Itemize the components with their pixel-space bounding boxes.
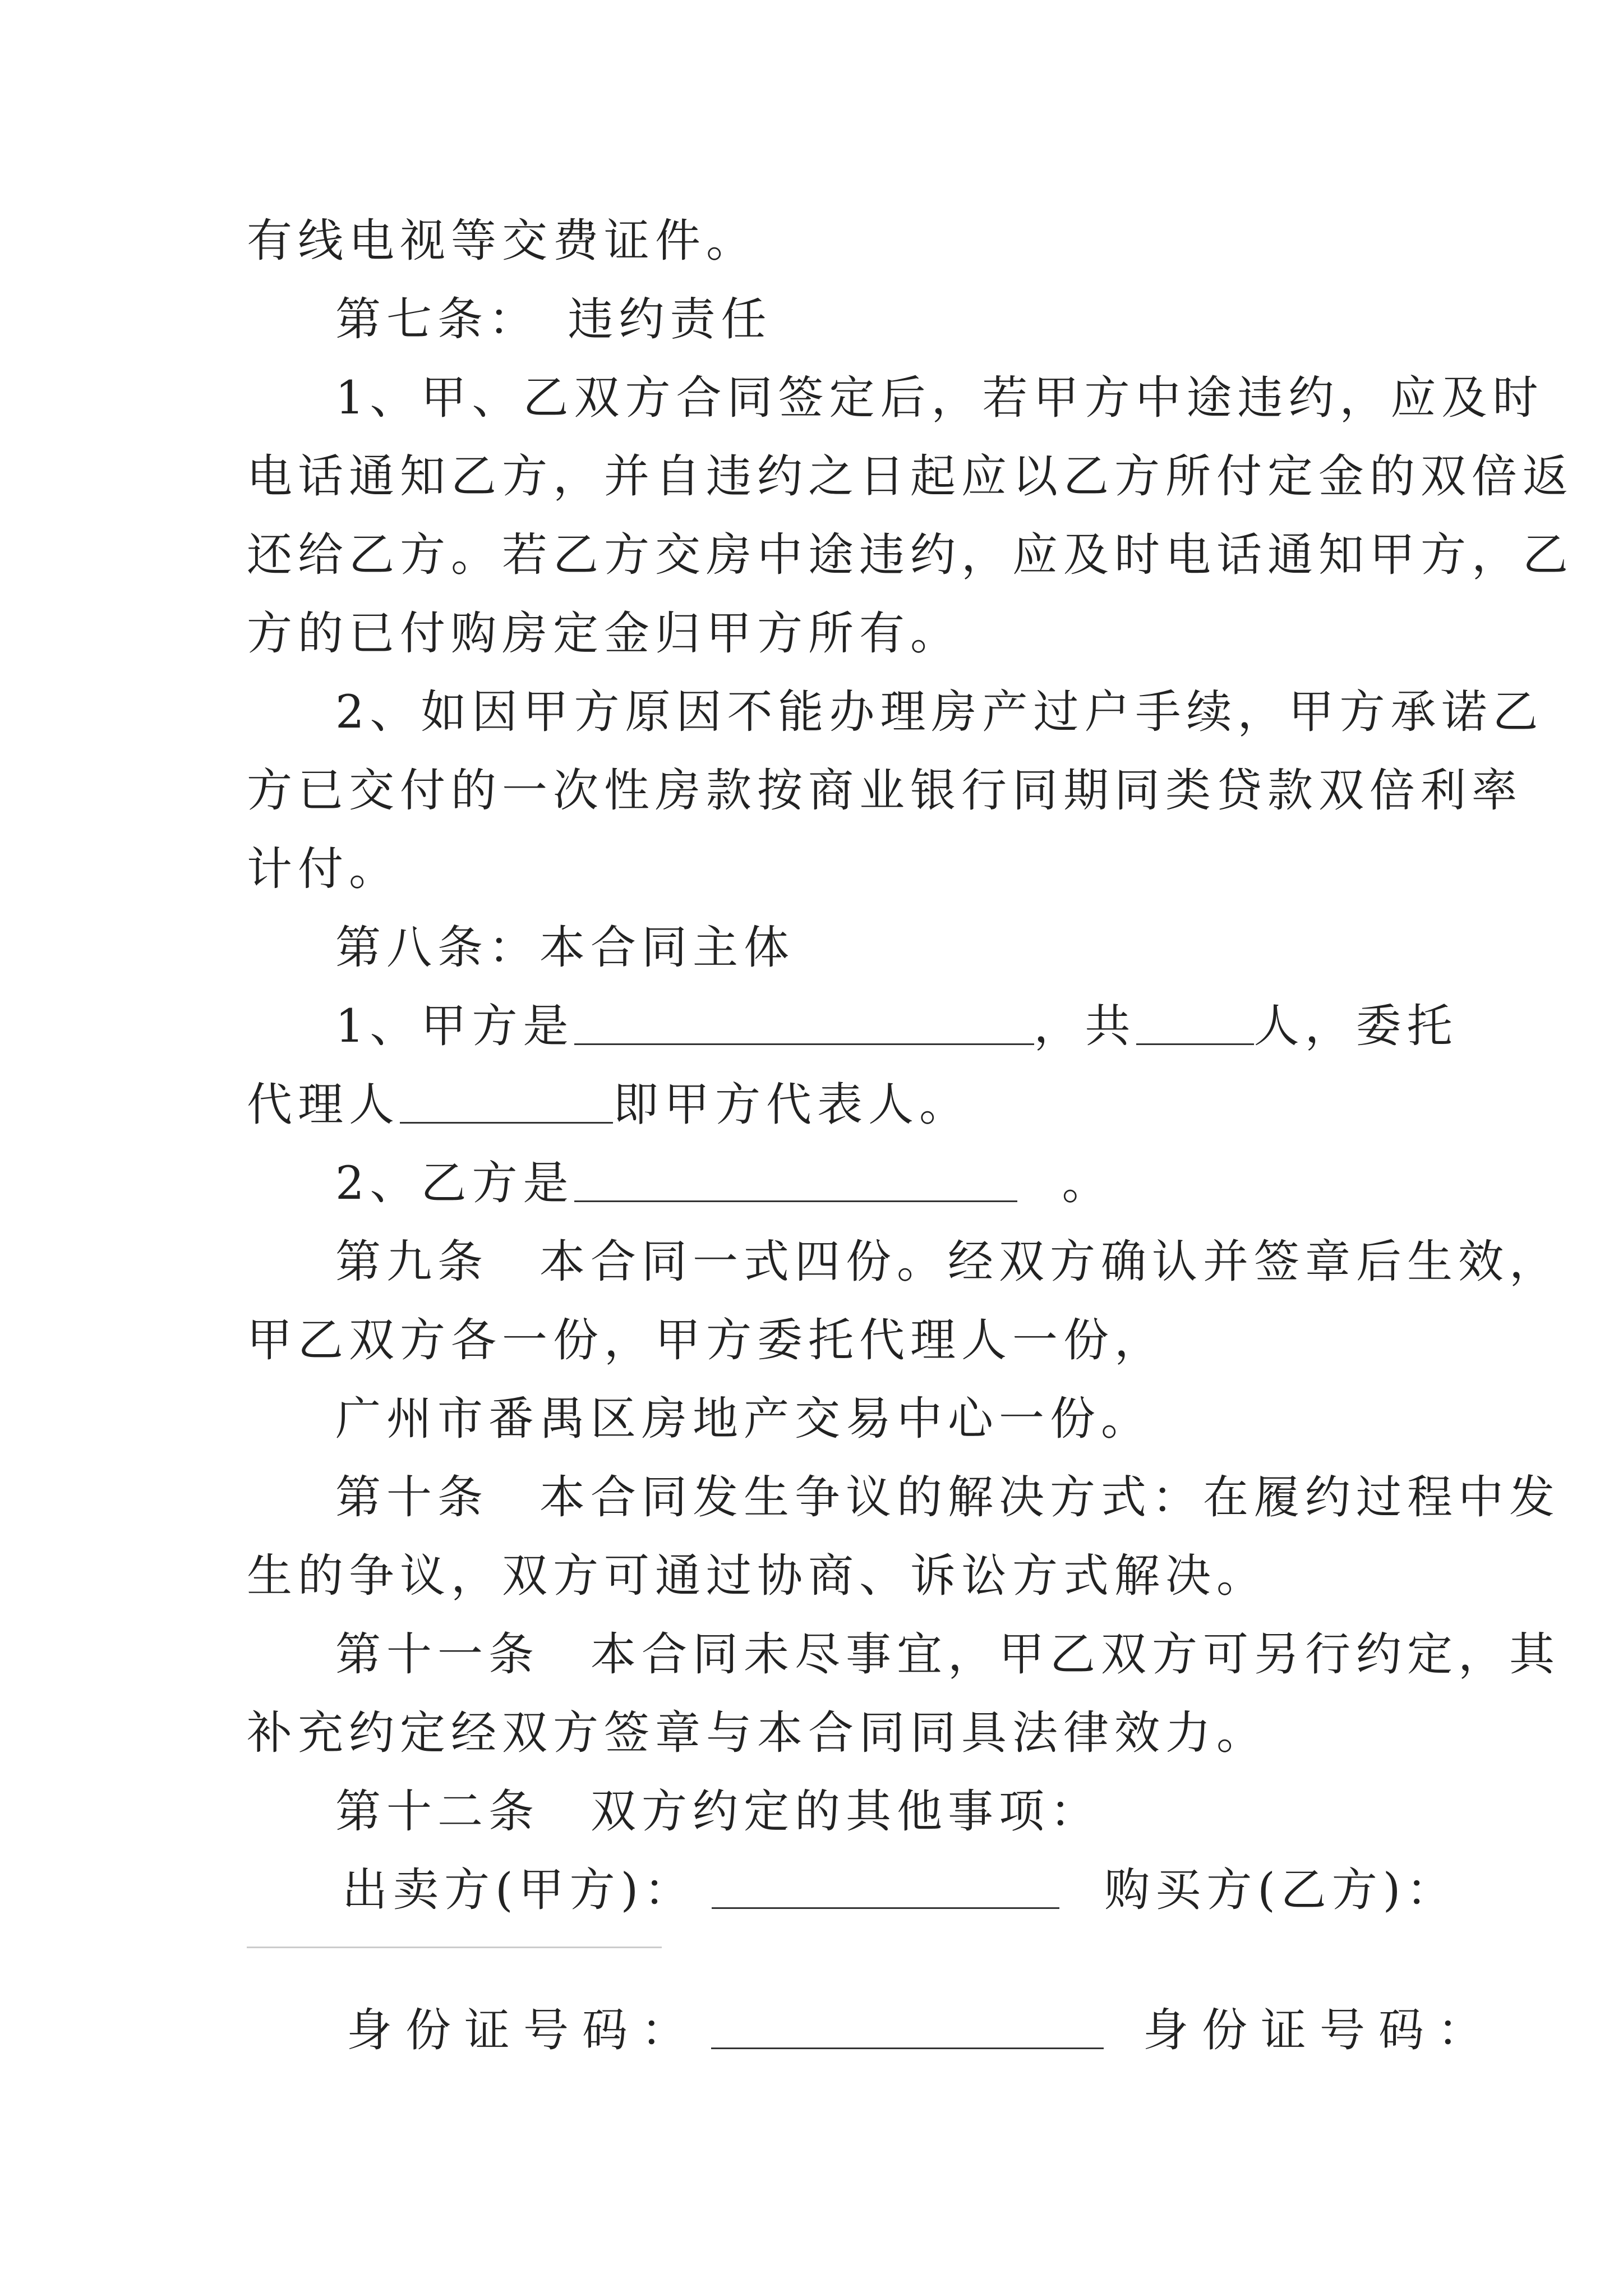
item1-prefix: 1、甲方是 bbox=[335, 1000, 574, 1053]
text-line: 生的争议，双方可通过协商、诉讼方式解决。 bbox=[247, 1550, 1268, 1603]
signature-row bbox=[342, 1862, 1457, 1918]
item1-line2-prefix: 代理人 bbox=[247, 1079, 400, 1131]
text-line: 方已交付的一次性房款按商业银行同期同类贷款双倍利率 bbox=[247, 765, 1523, 817]
clause8-item1 bbox=[335, 999, 1458, 1055]
item1-suffix: 人，委托 bbox=[1253, 1000, 1458, 1053]
party-a-name-blank[interactable] bbox=[574, 1004, 1034, 1045]
item1-mid: ，共 bbox=[1034, 1000, 1136, 1053]
item2-suffix: 。 bbox=[1062, 1157, 1113, 1210]
text-line: 有线电视等交费证件。 bbox=[247, 215, 758, 268]
seller-label: 出卖方(甲方)： bbox=[342, 1864, 695, 1917]
text-line: 还给乙方。若乙方交房中途违约，应及时电话通知甲方，乙 bbox=[247, 529, 1574, 582]
buyer-label: 购买方(乙方)： bbox=[1104, 1864, 1458, 1917]
section-heading: 第十二条 双方约定的其他事项： bbox=[335, 1786, 1101, 1838]
id-label-left: 身份证号码： bbox=[347, 2004, 700, 2057]
item2-prefix: 2、乙方是 bbox=[335, 1157, 574, 1210]
text-line: 方的已付购房定金归甲方所有。 bbox=[247, 608, 962, 660]
text-line: 第九条 本合同一式四份。经双方确认并签章后生效， bbox=[335, 1236, 1561, 1289]
buyer-signature-line[interactable] bbox=[247, 1947, 662, 1948]
item1-line2-suffix: 即甲方代表人。 bbox=[613, 1079, 971, 1131]
text-line: 2、如因甲方原因不能办理房产过户手续，甲方承诺乙 bbox=[335, 686, 1544, 739]
text-line: 电话通知乙方，并自违约之日起应以乙方所付定金的双倍返 bbox=[247, 450, 1574, 503]
section-heading: 第七条： 违约责任 bbox=[335, 293, 772, 346]
clause8-item2 bbox=[335, 1156, 1113, 1212]
id-row bbox=[347, 2003, 1496, 2059]
seller-id-blank[interactable] bbox=[711, 2008, 1104, 2049]
id-label-right: 身份证号码： bbox=[1143, 2004, 1497, 2057]
agent-name-blank[interactable] bbox=[400, 1083, 613, 1124]
text-line: 广州市番禺区房地产交易中心一份。 bbox=[335, 1393, 1152, 1446]
text-line: 计付。 bbox=[247, 843, 400, 896]
text-line: 第十条 本合同发生争议的解决方式：在履约过程中发 bbox=[335, 1471, 1561, 1524]
text-line: 第十一条 本合同未尽事宜，甲乙双方可另行约定，其 bbox=[335, 1628, 1561, 1681]
text-line: 甲乙双方各一份，甲方委托代理人一份， bbox=[247, 1314, 1166, 1367]
seller-signature-blank[interactable] bbox=[712, 1868, 1059, 1909]
party-b-name-blank[interactable] bbox=[574, 1161, 1017, 1202]
party-a-count-blank[interactable] bbox=[1136, 1004, 1254, 1045]
text-line: 1、甲、乙双方合同签定后，若甲方中途违约，应及时 bbox=[335, 372, 1544, 425]
section-heading: 第八条：本合同主体 bbox=[335, 922, 795, 974]
text-line: 补充约定经双方签章与本合同同具法律效力。 bbox=[247, 1707, 1268, 1760]
clause8-item1-line2 bbox=[247, 1077, 970, 1133]
